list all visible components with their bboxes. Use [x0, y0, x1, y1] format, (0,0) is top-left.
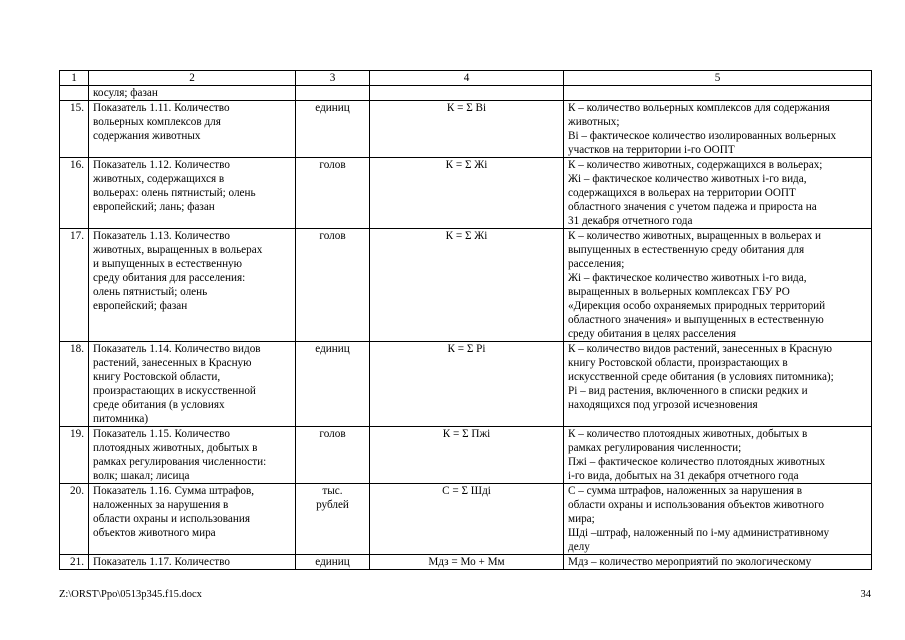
formula-cell: К = Σ Жi	[370, 158, 564, 229]
unit-cell: тыс. рублей	[296, 484, 370, 555]
table-row	[60, 555, 872, 570]
description-cell: К – количество видов растений, занесенных в Красную книгу Ростовской области, произрастающих в искусственной среде обитания (в условиях питомника); Рi – вид растения, включенного в списки редких и находящихся под угрозой исчезновения	[564, 342, 872, 427]
table-header-row	[60, 71, 872, 86]
indicator-name: Показатель 1.15. Количество плотоядных животных, добытых в рамках регулирования численности: волк; шакал; лисица	[89, 427, 296, 484]
row-number: 15.	[60, 101, 89, 158]
description-cell: С – сумма штрафов, наложенных за нарушения в области охраны и использования объектов животного мира; Шдi –штраф, наложенный по i-му административному делу	[564, 484, 872, 555]
continuation-row	[60, 86, 872, 101]
unit-cell: единиц	[296, 342, 370, 427]
table-cell-empty	[370, 86, 564, 101]
row-number: 20.	[60, 484, 89, 555]
header-cell: 4	[370, 71, 564, 86]
formula-cell: Мдз = Мо + Мм	[370, 555, 564, 570]
table-row	[60, 427, 872, 484]
description-cell: К – количество плотоядных животных, добытых в рамках регулирования численности; Пжi – фактическое количество плотоядных животных i-го вида, добытых на 31 декабря отчетного года	[564, 427, 872, 484]
indicator-name: Показатель 1.14. Количество видов растений, занесенных в Красную книгу Ростовской области, произрастающих в искусственной среде обитания (в условиях питомника)	[89, 342, 296, 427]
table-row	[60, 101, 872, 158]
row-number: 18.	[60, 342, 89, 427]
page-number: 34	[860, 589, 871, 600]
table-cell-empty	[60, 86, 89, 101]
formula-cell: С = Σ Шдi	[370, 484, 564, 555]
table-row	[60, 484, 872, 555]
header-cell: 5	[564, 71, 872, 86]
description-cell: К – количество животных, содержащихся в вольерах; Жi – фактическое количество животных i-го вида, содержащихся в вольерах на территории ООПТ областного значения с учетом падежа и прироста на 31 декабря отчетного года	[564, 158, 872, 229]
row-number: 16.	[60, 158, 89, 229]
indicator-name: Показатель 1.12. Количество животных, содержащихся в вольерах: олень пятнистый; олень европейский; лань; фазан	[89, 158, 296, 229]
indicators-table	[59, 70, 872, 570]
header-cell: 3	[296, 71, 370, 86]
row-number: 19.	[60, 427, 89, 484]
indicator-name: Показатель 1.17. Количество	[89, 555, 296, 570]
indicator-name: Показатель 1.13. Количество животных, выращенных в вольерах и выпущенных в естественную среду обитания для расселения: олень пятнистый; олень европейский; фазан	[89, 229, 296, 342]
row-number: 21.	[60, 555, 89, 570]
header-cell: 1	[60, 71, 89, 86]
indicator-name: Показатель 1.11. Количество вольерных комплексов для содержания животных	[89, 101, 296, 158]
table-row	[60, 229, 872, 342]
table-row	[60, 158, 872, 229]
description-cell: К – количество животных, выращенных в вольерах и выпущенных в естественную среду обитания для расселения; Жi – фактическое количество животных i-го вида, выращенных в вольерных комплексах ГБУ РО «Дирекция особо охраняемых природных территорий областного значения» и выпущенных в естественную среду обитания в целях расселения	[564, 229, 872, 342]
unit-cell: единиц	[296, 555, 370, 570]
header-cell: 2	[89, 71, 296, 86]
formula-cell: К = Σ Вi	[370, 101, 564, 158]
formula-cell: К = Σ Жi	[370, 229, 564, 342]
table-row	[60, 342, 872, 427]
row-number: 17.	[60, 229, 89, 342]
indicator-name: Показатель 1.16. Сумма штрафов, наложенных за нарушения в области охраны и использования объектов животного мира	[89, 484, 296, 555]
formula-cell: К = Σ Рi	[370, 342, 564, 427]
unit-cell: голов	[296, 158, 370, 229]
continuation-text: косуля; фазан	[89, 86, 296, 101]
description-cell: Мдз – количество мероприятий по экологическому	[564, 555, 872, 570]
unit-cell: голов	[296, 427, 370, 484]
table-cell-empty	[296, 86, 370, 101]
description-cell: К – количество вольерных комплексов для содержания животных; Вi – фактическое количество изолированных вольерных участков на территории i-го ООПТ	[564, 101, 872, 158]
unit-cell: голов	[296, 229, 370, 342]
formula-cell: К = Σ Пжi	[370, 427, 564, 484]
unit-cell: единиц	[296, 101, 370, 158]
file-path: Z:\ORST\Ppo\0513p345.f15.docx	[59, 589, 202, 600]
table-cell-empty	[564, 86, 872, 101]
